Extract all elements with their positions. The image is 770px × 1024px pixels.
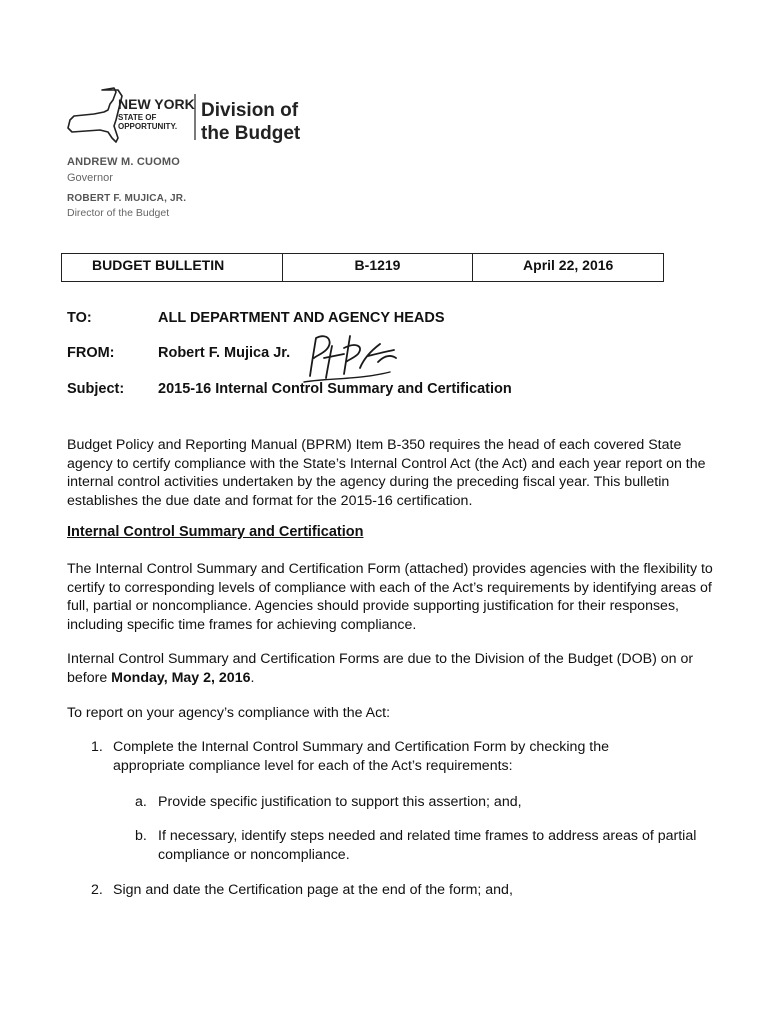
logo-new-york: NEW YORK (118, 96, 195, 112)
logo-the-budget: the Budget (201, 123, 301, 144)
subject-label: Subject: (67, 381, 125, 397)
director-title: Director of the Budget (67, 207, 170, 219)
bulletin-type: BUDGET BULLETIN (92, 257, 225, 273)
sublist-item: Provide specific justification to support this assertion; and, (158, 794, 522, 810)
governor-title: Governor (67, 172, 113, 184)
logo-division-of: Division of (201, 100, 299, 121)
bulletin-header-box (61, 253, 664, 282)
list-item-number: 1. (91, 739, 103, 755)
due-date-end: . (250, 669, 255, 686)
sublist-item: If necessary, identify steps needed and related time frames to address areas of partial compliance or noncompliance. (158, 828, 697, 863)
director-name: ROBERT F. MUJICA, JR. (67, 193, 187, 204)
governor-name: ANDREW M. CUOMO (67, 156, 180, 168)
sublist-item-letter: b. (135, 828, 147, 844)
paragraph-intro: Budget Policy and Reporting Manual (BPRM) Item B-350 requires the head of each covered State agency to certify compliance with the State’s Internal Control Act (the Act) and each year report on the internal control activities undertaken by the agency during the preceding fiscal year. This bulletin establishes the due date and format for the 2015-16 certification. (67, 437, 706, 509)
logo-state-of: STATE OF (118, 113, 157, 122)
section-heading: Internal Control Summary and Certification (67, 524, 364, 540)
paragraph-report-instructions: To report on your agency’s compliance with the Act: (67, 705, 391, 721)
list-item: Sign and date the Certification page at the end of the form; and, (113, 882, 513, 898)
paragraph-due-date (67, 650, 717, 687)
to-label: TO: (67, 310, 92, 326)
from-value: Robert F. Mujica Jr. (158, 345, 291, 361)
from-label: FROM: (67, 345, 115, 361)
bulletin-number: B-1219 (282, 254, 473, 281)
list-item: Complete the Internal Control Summary and Certification Form by checking the appropriate compliance level for each of the Act’s requirements: (113, 739, 609, 774)
new-york-state-outline-icon (68, 88, 122, 142)
paragraph-form-description: The Internal Control Summary and Certification Form (attached) provides agencies with the flexibility to certify to corresponding levels of compliance with each of the Act’s requirements by identifying areas of full, partial or noncompliance. Agencies should provide supporting justification for their responses, including specific time frames for achieving compliance. (67, 561, 713, 633)
due-date-text: Internal Control Summary and Certification Forms are due to the Division of the Budget (DOB) on or before (67, 651, 694, 686)
due-date-bold: Monday, May 2, 2016 (111, 669, 251, 686)
nys-division-of-budget-logo (64, 82, 324, 152)
sublist-item-letter: a. (135, 794, 147, 810)
subject-value: 2015-16 Internal Control Summary and Certification (158, 381, 512, 397)
to-value: ALL DEPARTMENT AND AGENCY HEADS (158, 310, 445, 326)
list-item-number: 2. (91, 882, 103, 898)
bulletin-date: April 22, 2016 (472, 254, 663, 281)
signature-icon (298, 328, 406, 394)
logo-opportunity: OPPORTUNITY. (118, 122, 178, 131)
